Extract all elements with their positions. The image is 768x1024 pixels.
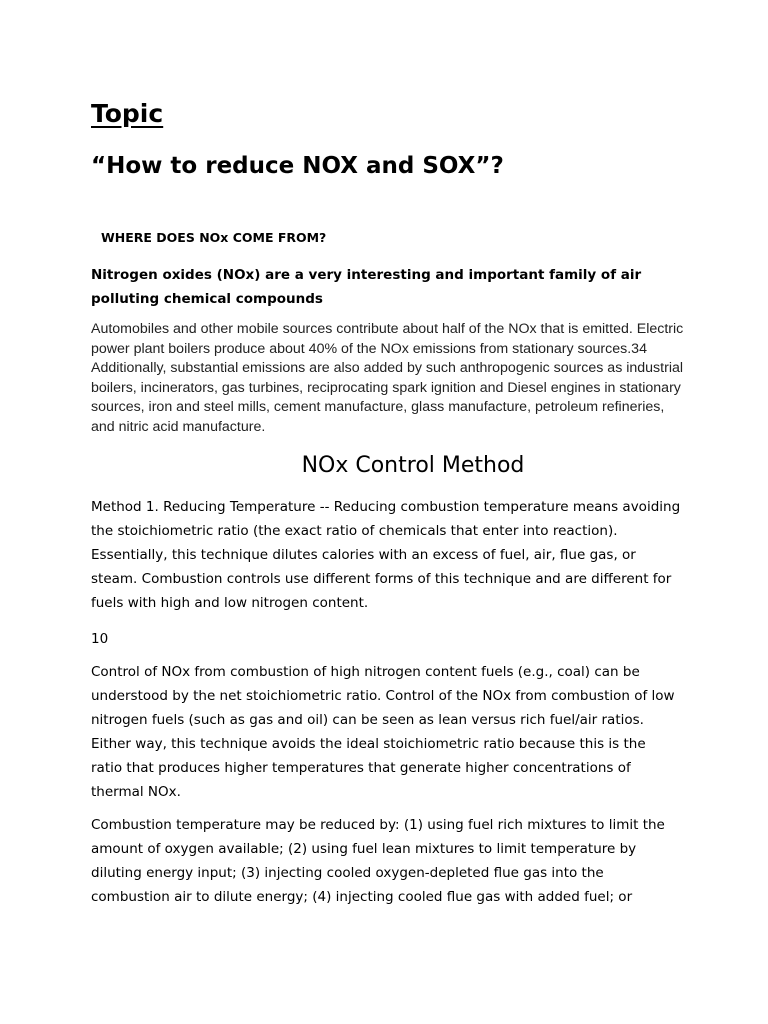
topic-label: Topic bbox=[91, 99, 164, 128]
method-1-paragraph: Method 1. Reducing Temperature -- Reducing combustion temperature means avoiding the stoichiometric ratio (the exact ratio of chemicals that enter into reaction). Essentially, this technique dilutes calories with an excess of fuel, air, flue gas, or steam. Combustion controls use different forms of this technique and are different for fuels with high and low nitrogen content. bbox=[91, 499, 681, 611]
title-text: “How to reduce NOX and SOX”? bbox=[91, 153, 504, 179]
page-reference-number: 10 bbox=[91, 631, 109, 647]
intro-paragraph: Automobiles and other mobile sources contribute about half of the NOx that is emitted. Electric power plant boilers produce about 40% of the NOx emissions from stationary sources.34 Additionally, substantial emissions are also added by such anthropogenic sources as industrial boilers, incinerators, gas turbines, reciprocating spark ignition and Diesel engines in stationary sources, iron and steel mills, cement manufacture, glass manufacture, petroleum refineries, and nitric acid manufacture. bbox=[91, 321, 684, 435]
temperature-paragraph: Combustion temperature may be reduced by: (1) using fuel rich mixtures to limit the amount of oxygen available; (2) using fuel lean mixtures to limit temperature by diluting energy input; (3) injecting cooled oxygen-depleted flue gas into the combustion air to dilute energy; (4) injecting cooled flue gas with added fuel; or bbox=[91, 817, 665, 905]
control-paragraph: Control of NOx from combustion of high nitrogen content fuels (e.g., coal) can be understood by the net stoichiometric ratio. Control of the NOx from combustion of low nitrogen fuels (such as gas and oil) can be seen as lean versus rich fuel/air ratios. Either way, this technique avoids the ideal stoichiometric ratio because this is the ratio that produces higher temperatures that generate higher concentrations of thermal NOx. bbox=[91, 664, 675, 800]
intro-bold-paragraph: Nitrogen oxides (NOx) are a very interesting and important family of air polluting chemical compounds bbox=[91, 267, 642, 307]
document-title bbox=[91, 148, 504, 184]
control-method-heading: NOx Control Method bbox=[301, 453, 525, 478]
section-label-nox-origin: WHERE DOES NOx COME FROM? bbox=[101, 230, 327, 245]
